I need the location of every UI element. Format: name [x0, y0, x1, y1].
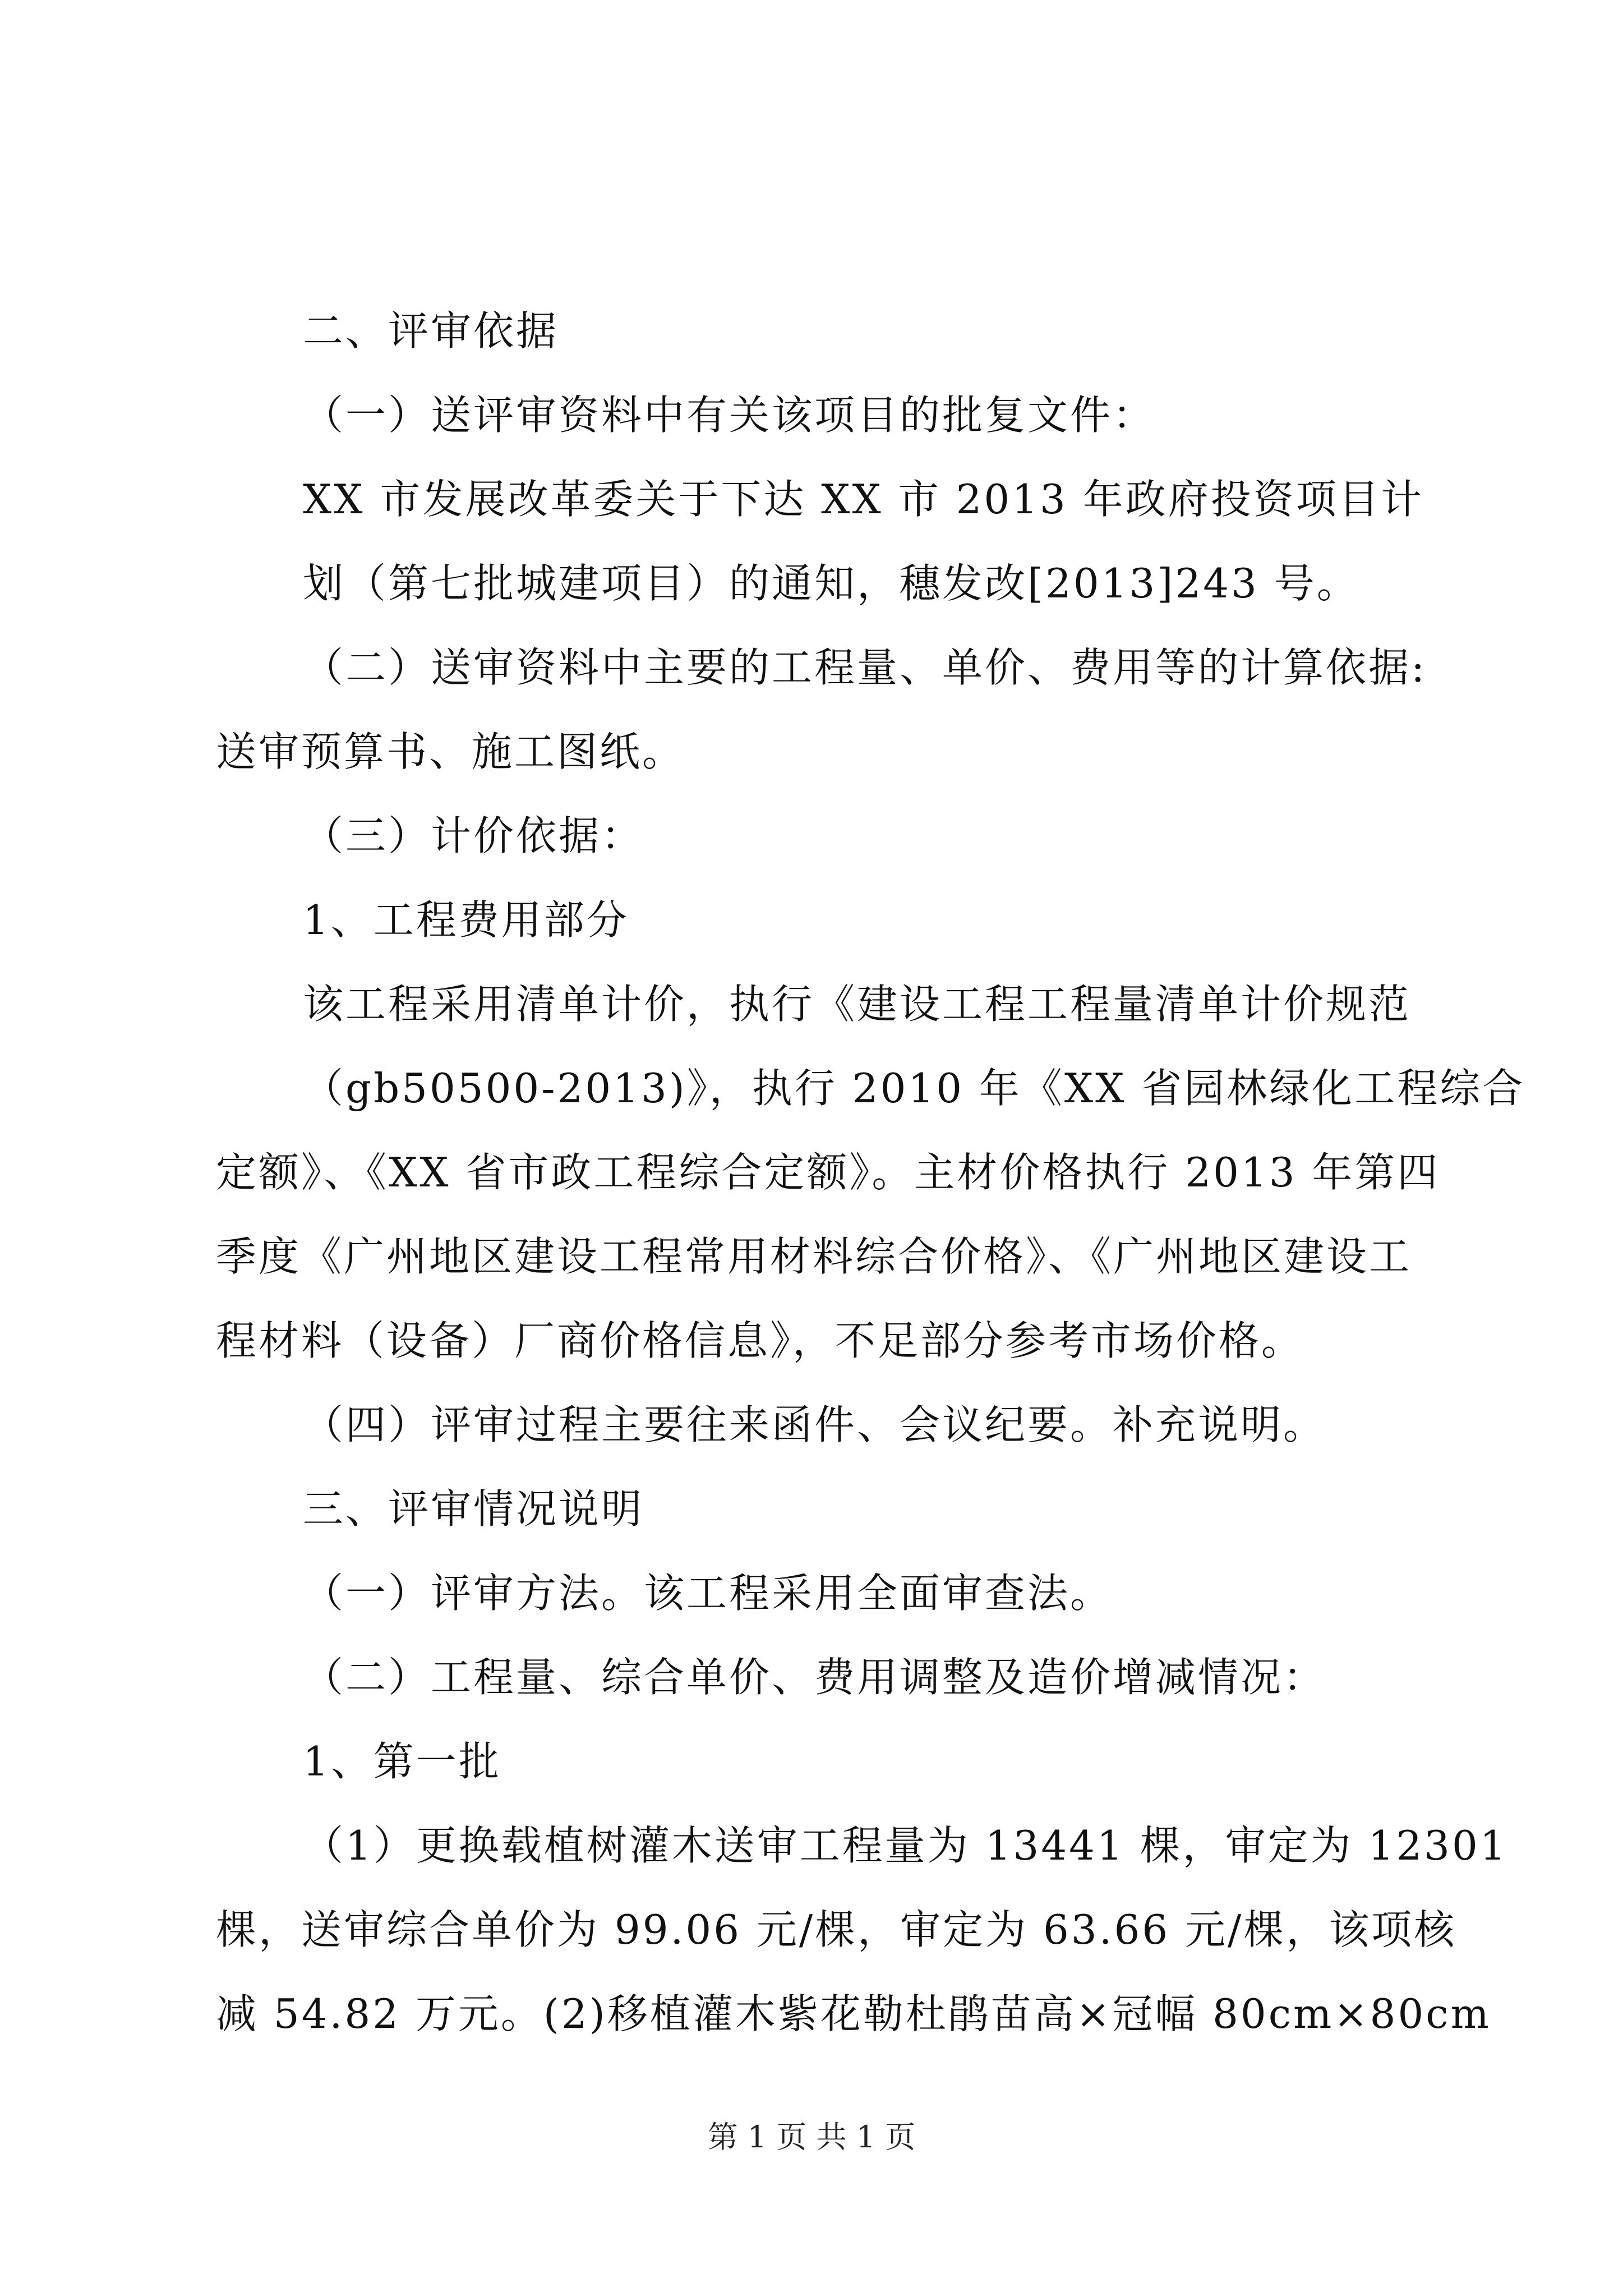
paragraph-line: 棵，送审综合单价为 99.06 元/棵，审定为 63.66 元/棵，该项核: [216, 1906, 1457, 1953]
paragraph-line: （一）送评审资料中有关该项目的批复文件：: [303, 392, 1156, 439]
paragraph-line: （三）计价依据：: [303, 812, 644, 859]
paragraph-line: 程材料（设备）厂商价格信息》，不足部分参考市场价格。: [216, 1317, 1304, 1364]
heading-review-situation: 三、评审情况说明: [303, 1485, 644, 1533]
paragraph-line: 季度《广州地区建设工程常用材料综合价格》、《广州地区建设工: [216, 1233, 1412, 1280]
paragraph-line: 划（第七批城建项目）的通知，穗发改[2013]243 号。: [303, 560, 1359, 607]
paragraph-line: （gb50500-2013)》，执行 2010 年《XX 省园林绿化工程综合: [303, 1065, 1525, 1112]
paragraph-line: 送审预算书、施工图纸。: [216, 728, 685, 775]
page-footer: 第 1 页 共 1 页: [707, 2119, 916, 2155]
paragraph-line: （一）评审方法。该工程采用全面审查法。: [303, 1570, 1113, 1617]
paragraph-line: （1）更换载植树灌木送审工程量为 13441 棵，审定为 12301: [303, 1822, 1508, 1869]
paragraph-line: XX 市发展改革委关于下达 XX 市 2013 年政府投资项目计: [303, 476, 1424, 523]
paragraph-line: （四）评审过程主要往来函件、会议纪要。补充说明。: [303, 1401, 1326, 1448]
paragraph-line: 定额》、《XX 省市政工程综合定额》。主材价格执行 2013 年第四: [216, 1149, 1440, 1196]
paragraph-line: 1、工程费用部分: [303, 896, 629, 944]
paragraph-line: 减 54.82 万元。(2)移植灌木紫花勒杜鹃苗高×冠幅 80cm×80cm: [216, 1990, 1491, 2037]
paragraph-line: （二）工程量、综合单价、费用调整及造价增减情况：: [303, 1654, 1326, 1701]
heading-review-basis: 二、评审依据: [303, 307, 559, 355]
paragraph-line: 该工程采用清单计价，执行《建设工程工程量清单计价规范: [303, 981, 1412, 1028]
paragraph-line: 1、第一批: [303, 1738, 501, 1785]
paragraph-line: （二）送审资料中主要的工程量、单价、费用等的计算依据:: [303, 644, 1427, 691]
